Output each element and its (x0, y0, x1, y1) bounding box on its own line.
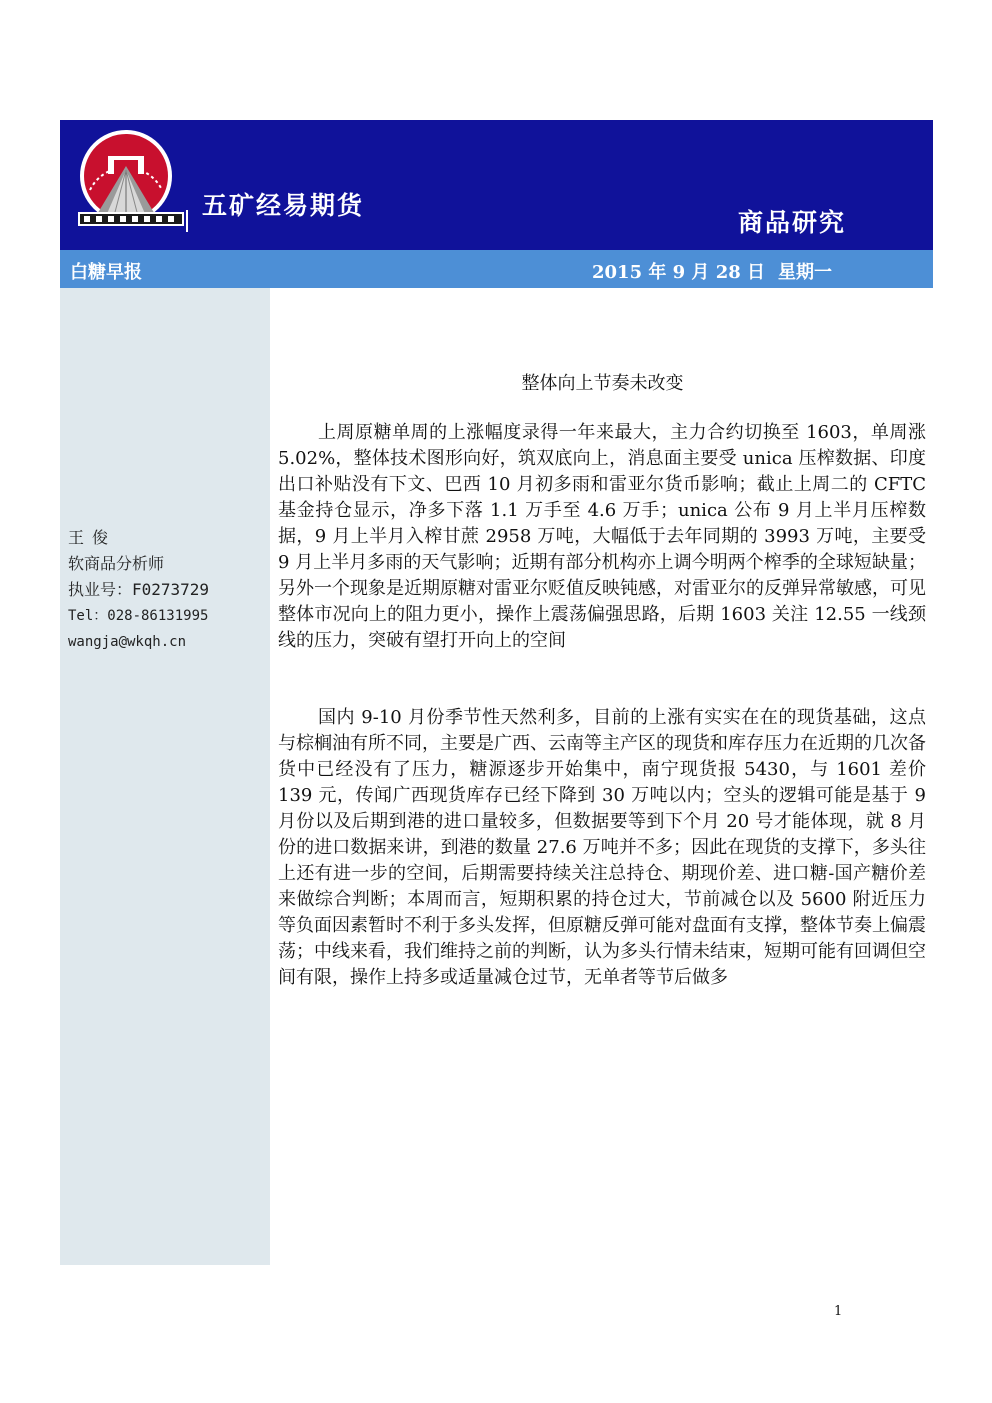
page-number: 1 (834, 1304, 843, 1319)
section-label: 商品研究 (738, 208, 847, 237)
report-weekday: 星期一 (778, 262, 832, 283)
report-name: 白糖早报 (70, 262, 142, 283)
company-name: 五矿经易期货 (202, 191, 365, 220)
analyst-info (68, 525, 268, 655)
minmetals-logo-icon (76, 128, 186, 228)
report-date: 2015 年 9 月 28 日 (592, 262, 766, 283)
analyst-name: 王俊 (68, 528, 117, 547)
analyst-license: 执业号：F0273729 (68, 580, 210, 599)
article-title: 整体向上节奏未改变 (521, 373, 684, 394)
sidebar (60, 288, 270, 1265)
article-paragraph: 国内 9-10 月份季节性天然利多，目前的上涨有实实在在的现货基础，这点与棕榈油有所不同，主要是广西、云南等主产区的现货和库存压力在近期的几次备货中已经没有了压力，糖源逐步开始集中，南宁现货报 5430，与 1601 差价 139 元，传闻广西现货库存已经下降到 30 万吨以内；空头的逻辑可能是基于 9 月份以及后期到港的进口量较多，但数据要等到下个月 20 号才能体现，就 8 月份的进口数据来讲，到港的数量 27.6 万吨并不多；因此在现货的支撑下，多头往上还有进一步的空间，后期需要持续关注总持仓、期现价差、进口糖-国产糖价差来做综合判断；本周而言，短期积累的持仓过大，节前减仓以及 5600 附近压力等负面因素暂时不利于多头发挥，但原糖反弹可能对盘面有支撑，整体节奏上偏震荡；中线来看，我们维持之前的判断，认为多头行情未结束，短期可能有回调但空间有限，操作上持多或适量减仓过节，无单者等节后做多 (278, 707, 926, 988)
analyst-tel: Tel：028-86131995 (68, 608, 209, 624)
logo-divider (186, 210, 188, 232)
analyst-email: wangja@wkqh.cn (68, 634, 187, 650)
article-paragraph: 上周原糖单周的上涨幅度录得一年来最大，主力合约切换至 1603，单周涨 5.02%，整体技术图形向好，筑双底向上，消息面主要受 unica 压榨数据、印度出口补贴没有下文、巴西 10 月初多雨和雷亚尔货币影响；截止上周二的 CFTC 基金持仓显示，净多下落 1.1 万手至 4.6 万手；unica 公布 9 月上半月压榨数据，9 月上半月入榨甘蔗 2958 万吨，大幅低于去年同期的 3993 万吨，主要受 9 月上半月多雨的天气影响；近期有部分机构亦上调今明两个榨季的全球短缺量；另外一个现象是近期原糖对雷亚尔贬值反映钝感，对雷亚尔的反弹异常敏感，可见整体市况向上的阻力更小，操作上震荡偏强思路，后期 1603 关注 12.55 一线颈线的压力，突破有望打开向上的空间 (278, 422, 926, 651)
analyst-title: 软商品分析师 (68, 554, 165, 573)
